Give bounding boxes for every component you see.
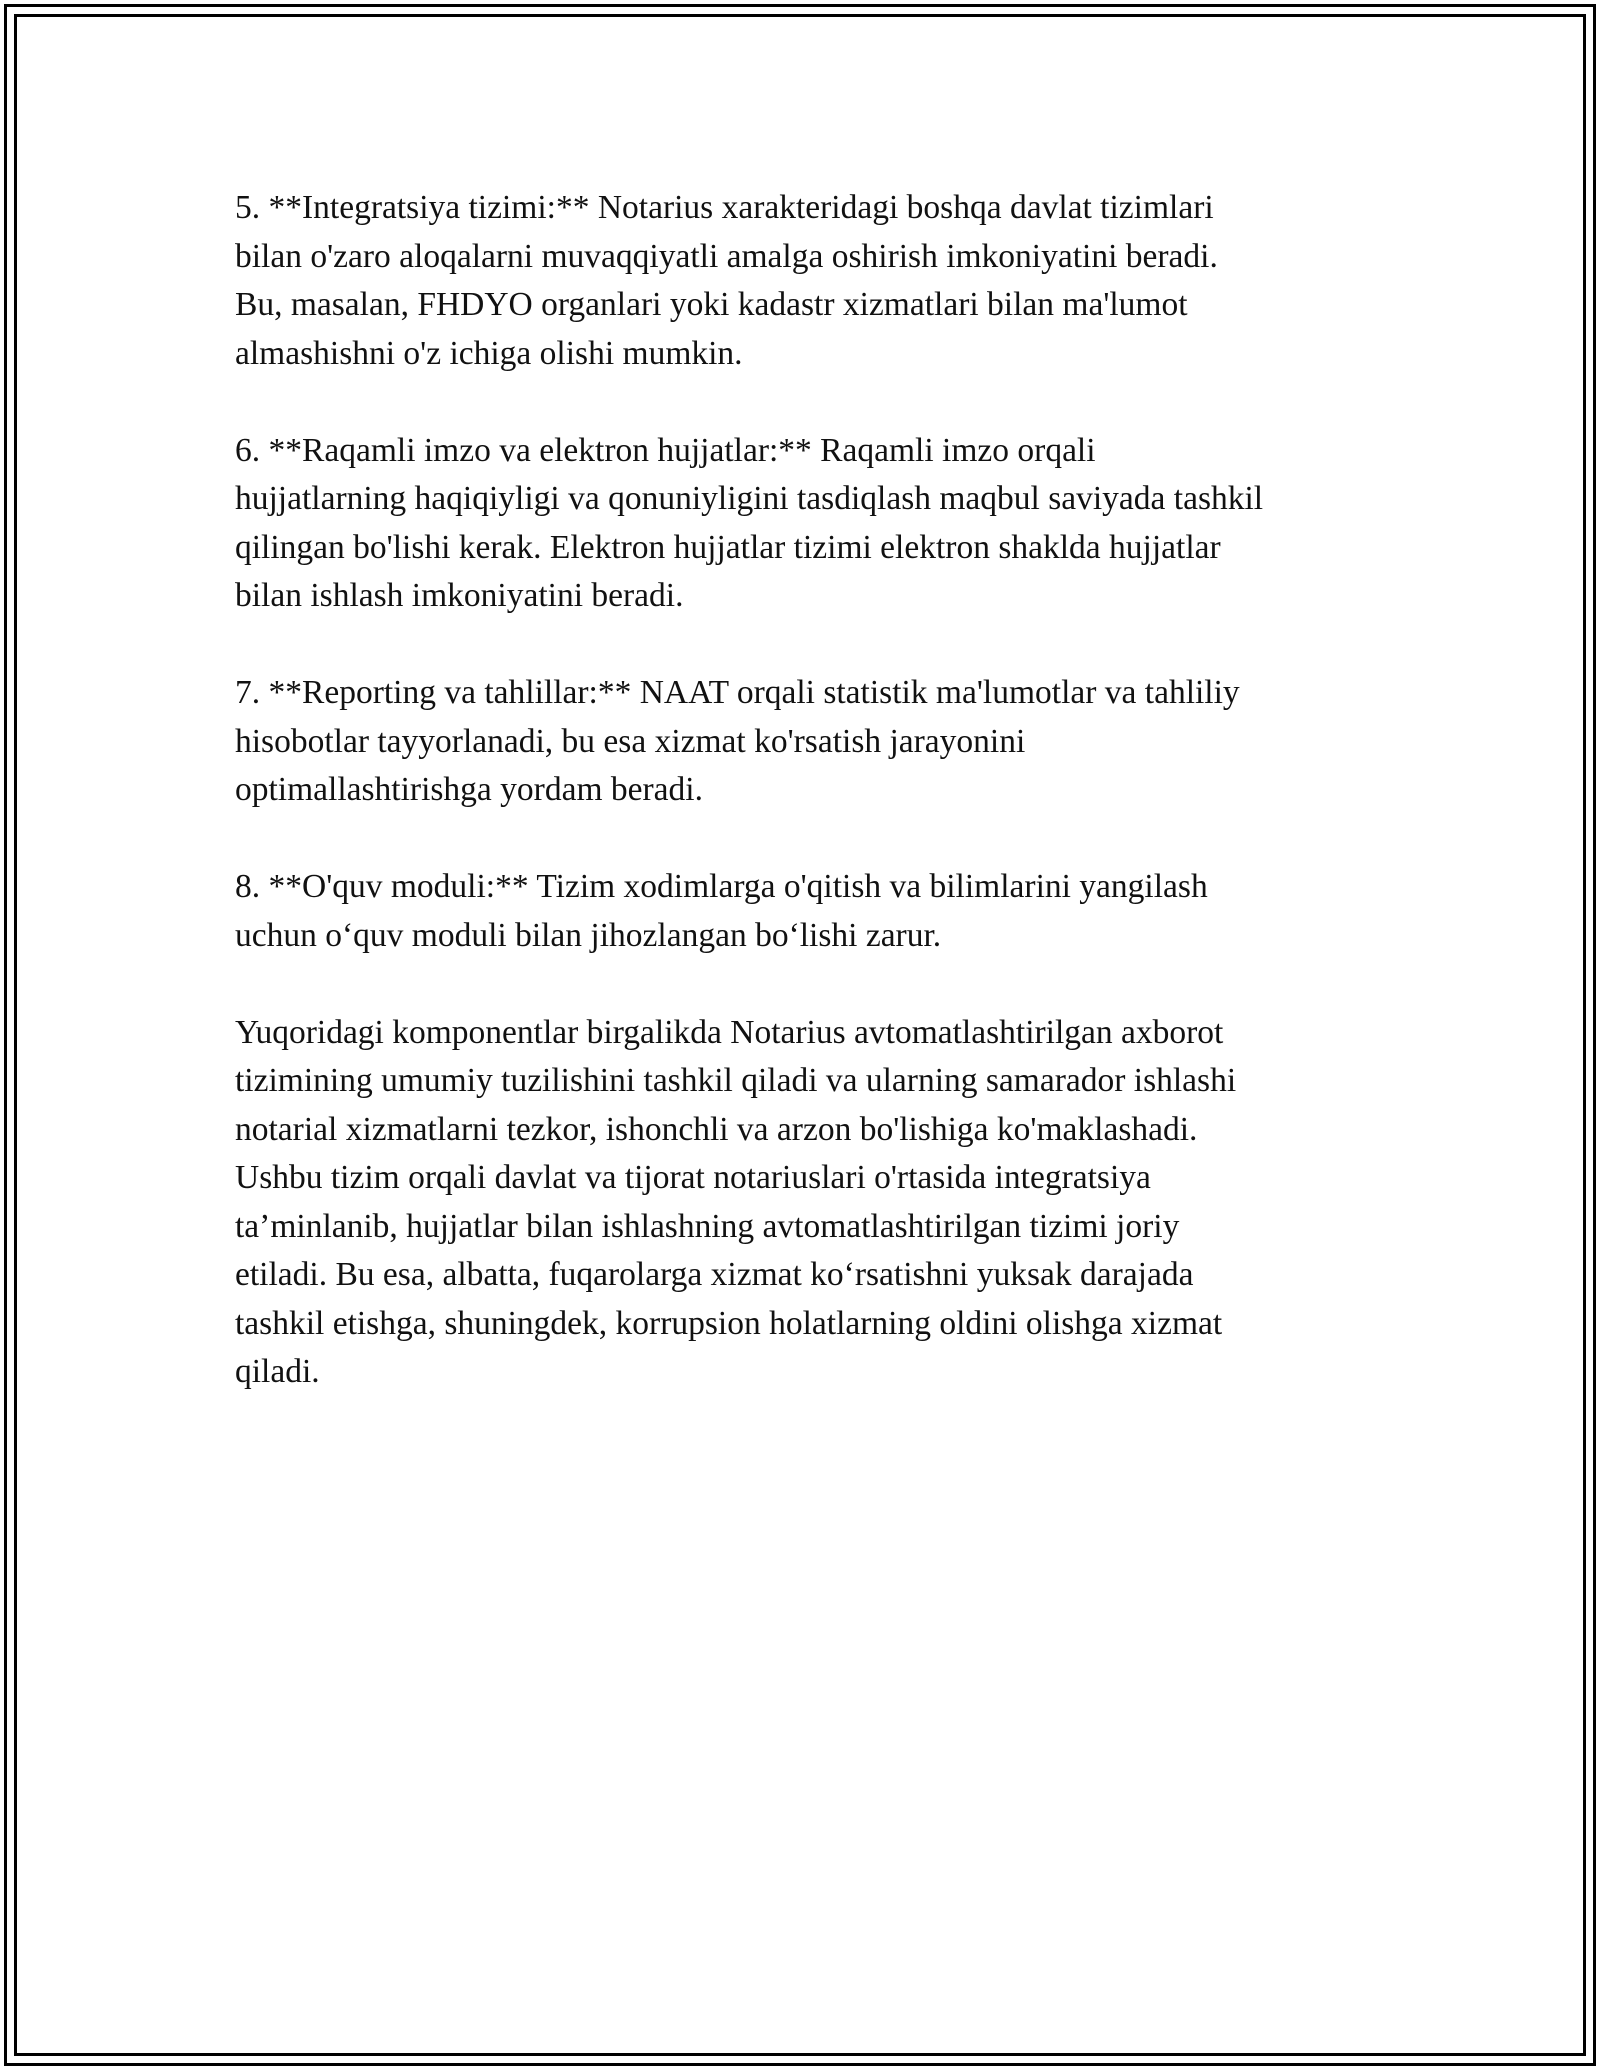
paragraph-integration-system: 5. **Integratsiya tizimi:** Notarius xarakteridagi boshqa davlat tizimlari bilan o'zaro aloqalarni muvaqqiyatli amalga oshirish imkoniyatini beradi. Bu, masalan, FHDYO organlari yoki kadastr xizmatlari bilan ma'lumot almashishni o'z ichiga olishi mumkin. [235,189,1218,372]
paragraph-digital-signature: 6. **Raqamli imzo va elektron hujjatlar:** Raqamli imzo orqali hujjatlarning haqiqiyligi va qonuniyligini tasdiqlash maqbul saviyada tashkil qilingan bo'lishi kerak. Elektron hujjatlar tizimi elektron shaklda hujjatlar bilan ishlash imkoniyatini beradi. [235,431,1264,614]
document-body [235,184,1395,1445]
paragraph-conclusion: Yuqoridagi komponentlar birgalikda Notarius avtomatlashtirilgan axborot tizimining umumiy tuzilishini tashkil qiladi va ularning samarador ishlashi notarial xizmatlarni tezkor, ishonchli va arzon bo'lishiga ko'maklashadi. Ushbu tizim orqali davlat va tijorat notariuslari o'rtasida integratsiya ta’minlanib, hujjatlar bilan ishlashning avtomatlashtirilgan tizimi joriy etiladi. Bu esa, albatta, fuqarolarga xizmat ko‘rsatishni yuksak darajada tashkil etishga, shuningdek, korrupsion holatlarning oldini olishga xizmat qiladi. [235,1013,1237,1390]
paragraph-training-module: 8. **O'quv moduli:** Tizim xodimlarga o'qitish va bilimlarini yangilash uchun o‘quv moduli bilan jihozlangan bo‘lishi zarur. [235,868,1208,954]
paragraph-reporting-analytics: 7. **Reporting va tahlillar:** NAAT orqali statistik ma'lumotlar va tahliliy hisobotlar tayyorlanadi, bu esa xizmat ko'rsatish jarayonini optimallashtirishga yordam beradi. [235,674,1240,808]
